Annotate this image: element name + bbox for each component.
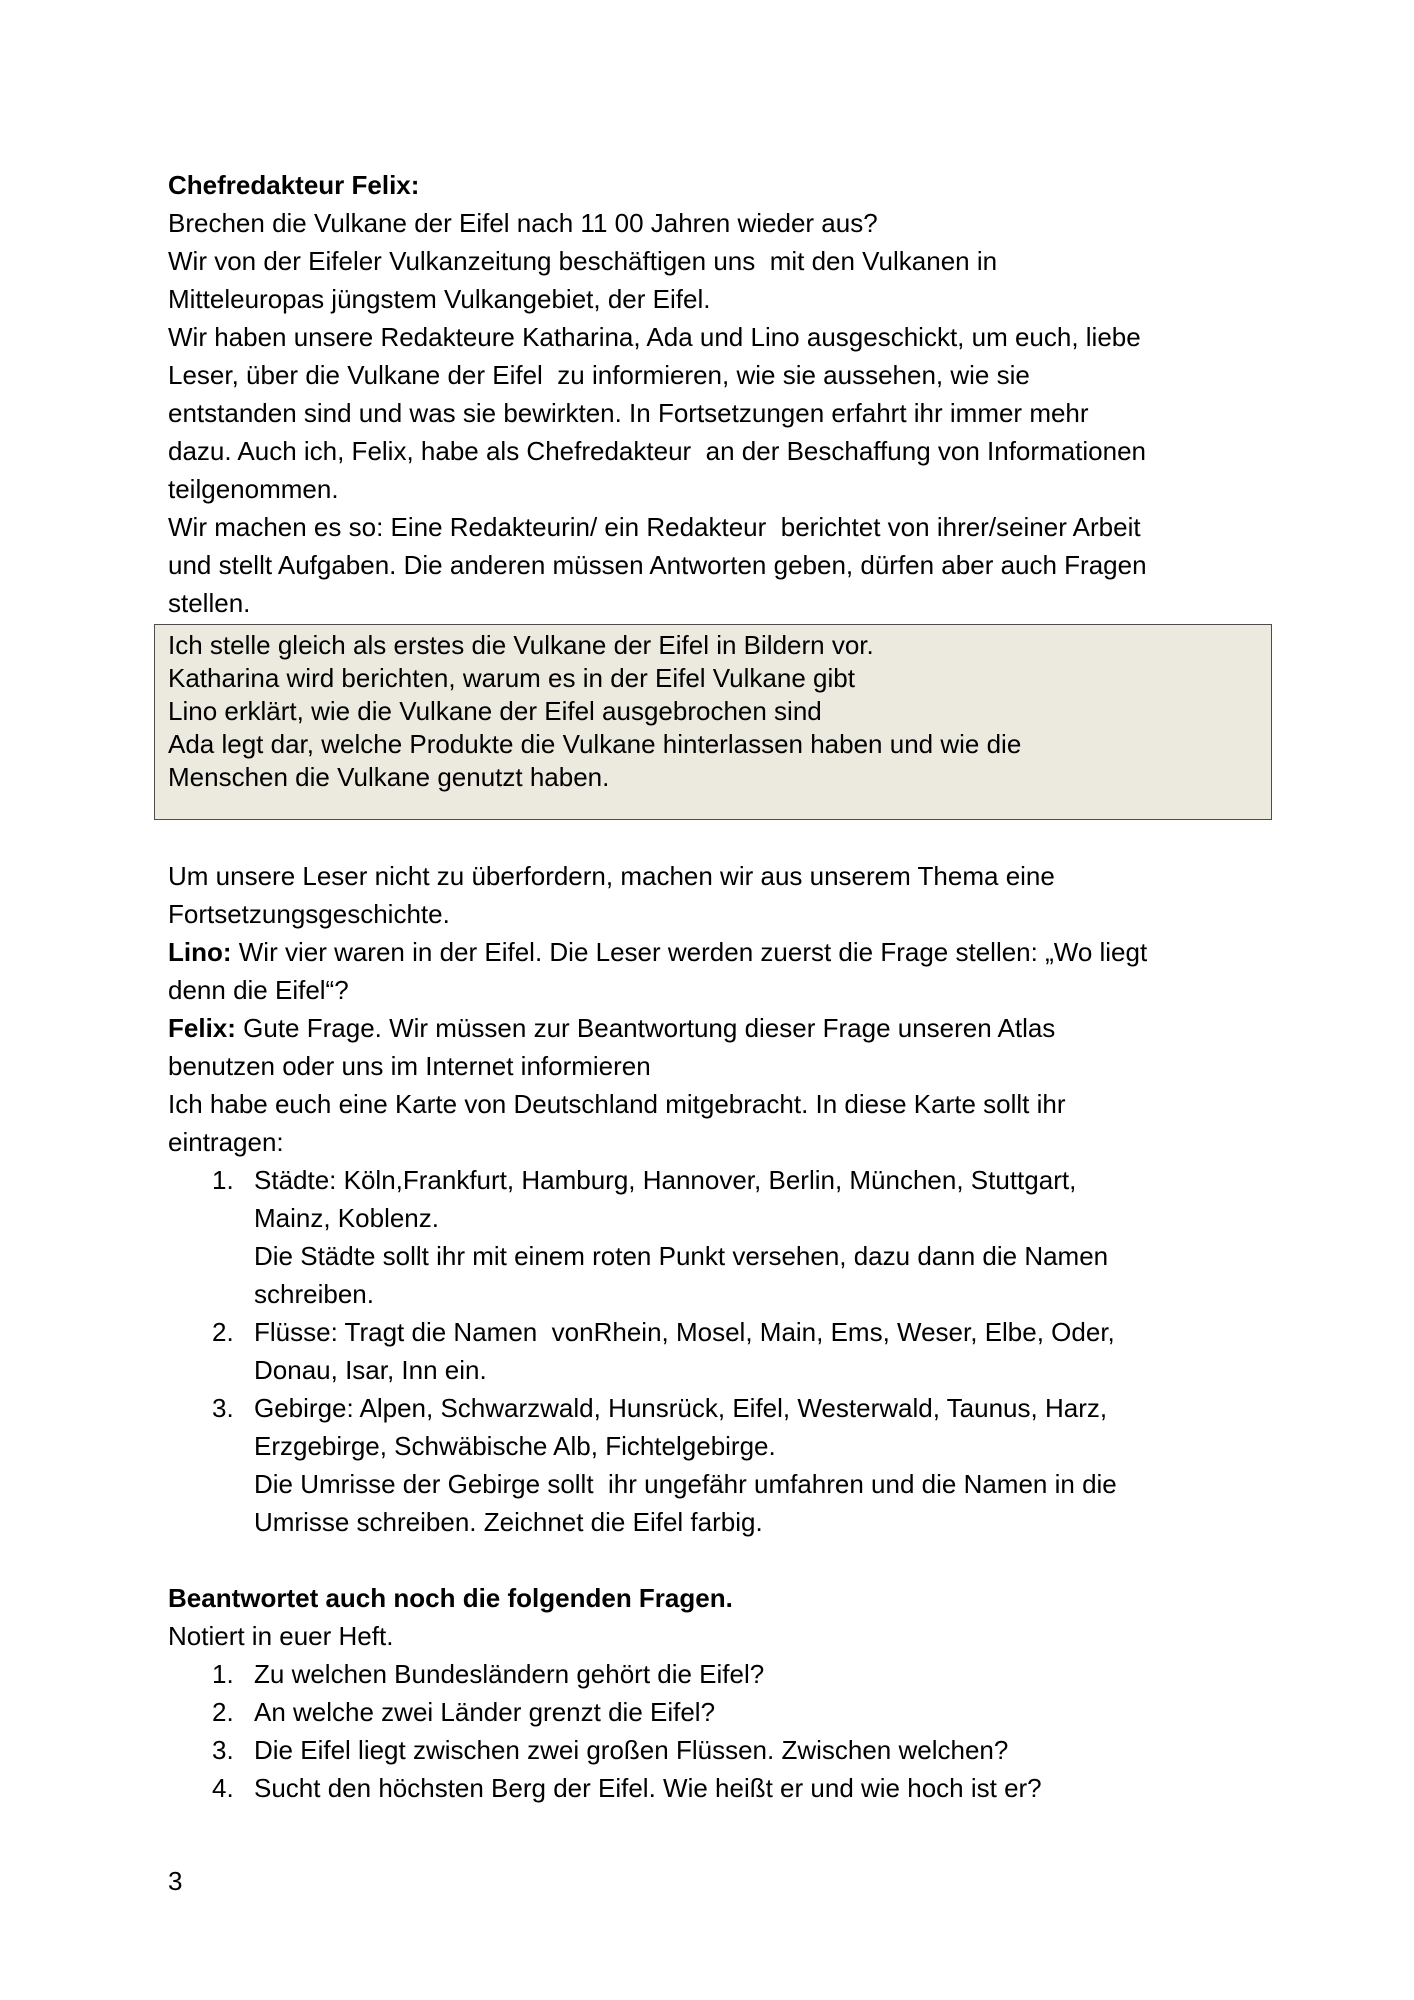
task-item [168,1389,1258,1541]
continuation-line: Fortsetzungsgeschichte. [168,899,450,929]
question-item [168,1655,1258,1693]
spacer [168,820,1258,857]
page-number: 3 [168,1866,183,1896]
dialogue-line: benutzen oder uns im Internet informieren [168,1051,651,1081]
map-intro [168,1085,1258,1161]
speaker-felix: Felix: [168,1013,236,1043]
dialogue-line [168,1009,1258,1047]
task-item [168,1313,1258,1389]
felix-text: Gute Frage. Wir müssen zur Beantwortung dieser Frage unseren Atlas [235,1013,1056,1043]
continuation-line: Um unsere Leser nicht zu überfordern, machen wir aus unserem Thema eine [168,861,1055,891]
question-item [168,1693,1258,1731]
question-item [168,1769,1258,1807]
question-item [168,1731,1258,1769]
task-line: schreiben. [254,1279,374,1309]
intro-line: dazu. Auch ich, Felix, habe als Chefredakteur an der Beschaffung von Informationen [168,436,1147,466]
speaker-lino: Lino: [168,937,232,967]
question-text: Die Eifel liegt zwischen zwei großen Flüssen. Zwischen welchen? [254,1735,1009,1765]
continuation-paragraph [168,857,1258,933]
intro-line: teilgenommen. [168,474,339,504]
felix-dialogue [168,1009,1258,1085]
intro-line: Wir machen es so: Eine Redakteurin/ ein Redakteur berichtet von ihrer/seiner Arbeit [168,512,1141,542]
task-line: Die Umrisse der Gebirge sollt ihr ungefähr umfahren und die Namen in die [254,1469,1117,1499]
task-line: Gebirge: Alpen, Schwarzwald, Hunsrück, Eifel, Westerwald, Taunus, Harz, [254,1393,1108,1423]
question-number: 1. [212,1659,234,1689]
box-line: Lino erklärt, wie die Vulkane der Eifel ausgebrochen sind [168,696,822,726]
task-line: Erzgebirge, Schwäbische Alb, Fichtelgebirge. [254,1431,776,1461]
intro-line: stellen. [168,588,251,618]
box-line: Katharina wird berichten, warum es in der Eifel Vulkane gibt [168,663,855,693]
question-number: 4. [212,1773,234,1803]
intro-paragraph [168,204,1258,622]
map-intro-line: eintragen: [168,1127,284,1157]
intro-line: Mitteleuropas jüngstem Vulkangebiet, der Eifel. [168,284,711,314]
intro-line: und stellt Aufgaben. Die anderen müssen Antworten geben, dürfen aber auch Fragen [168,550,1147,580]
task-line: Städte: Köln,Frankfurt, Hamburg, Hannover, Berlin, München, Stuttgart, [254,1165,1077,1195]
map-intro-line: Ich habe euch eine Karte von Deutschland mitgebracht. In diese Karte sollt ihr [168,1089,1066,1119]
task-number: 3. [212,1393,234,1423]
question-text: Sucht den höchsten Berg der Eifel. Wie heißt er und wie hoch ist er? [254,1773,1042,1803]
task-list [168,1161,1258,1541]
task-number: 2. [212,1317,234,1347]
box-line: Ada legt dar, welche Produkte die Vulkane hinterlassen haben und wie die [168,729,1022,759]
task-number: 1. [212,1165,234,1195]
questions-heading: Beantwortet auch noch die folgenden Fragen. [168,1583,733,1613]
question-list [168,1655,1258,1807]
task-line: Mainz, Koblenz. [254,1203,439,1233]
question-text: Zu welchen Bundesländern gehört die Eifel? [254,1659,765,1689]
dialogue-line: denn die Eifel“? [168,975,349,1005]
box-line: Menschen die Vulkane genutzt haben. [168,762,610,792]
lino-text: Wir vier waren in der Eifel. Die Leser werden zuerst die Frage stellen: „Wo liegt [231,937,1148,967]
spacer [168,1541,1258,1579]
overview-box [154,624,1272,820]
question-number: 3. [212,1735,234,1765]
intro-line: Wir von der Eifeler Vulkanzeitung beschäftigen uns mit den Vulkanen in [168,246,998,276]
intro-line: Brechen die Vulkane der Eifel nach 11 00 Jahren wieder aus? [168,208,878,238]
dialogue-line [168,933,1258,971]
intro-line: Wir haben unsere Redakteure Katharina, Ada und Lino ausgeschickt, um euch, liebe [168,322,1141,352]
intro-line: entstanden sind und was sie bewirkten. In Fortsetzungen erfahrt ihr immer mehr [168,398,1089,428]
questions-note: Notiert in euer Heft. [168,1621,394,1651]
lino-dialogue [168,933,1258,1009]
task-line: Flüsse: Tragt die Namen vonRhein, Mosel, Main, Ems, Weser, Elbe, Oder, [254,1317,1115,1347]
question-number: 2. [212,1697,234,1727]
box-line: Ich stelle gleich als erstes die Vulkane der Eifel in Bildern vor. [168,630,874,660]
intro-line: Leser, über die Vulkane der Eifel zu informieren, wie sie aussehen, wie sie [168,360,1030,390]
question-text: An welche zwei Länder grenzt die Eifel? [254,1697,716,1727]
task-line: Die Städte sollt ihr mit einem roten Punkt versehen, dazu dann die Namen [254,1241,1109,1271]
task-line: Umrisse schreiben. Zeichnet die Eifel farbig. [254,1507,763,1537]
task-line: Donau, Isar, Inn ein. [254,1355,487,1385]
task-item [168,1161,1258,1313]
heading-chefredakteur: Chefredakteur Felix: [168,170,420,200]
document-page [168,166,1258,1807]
